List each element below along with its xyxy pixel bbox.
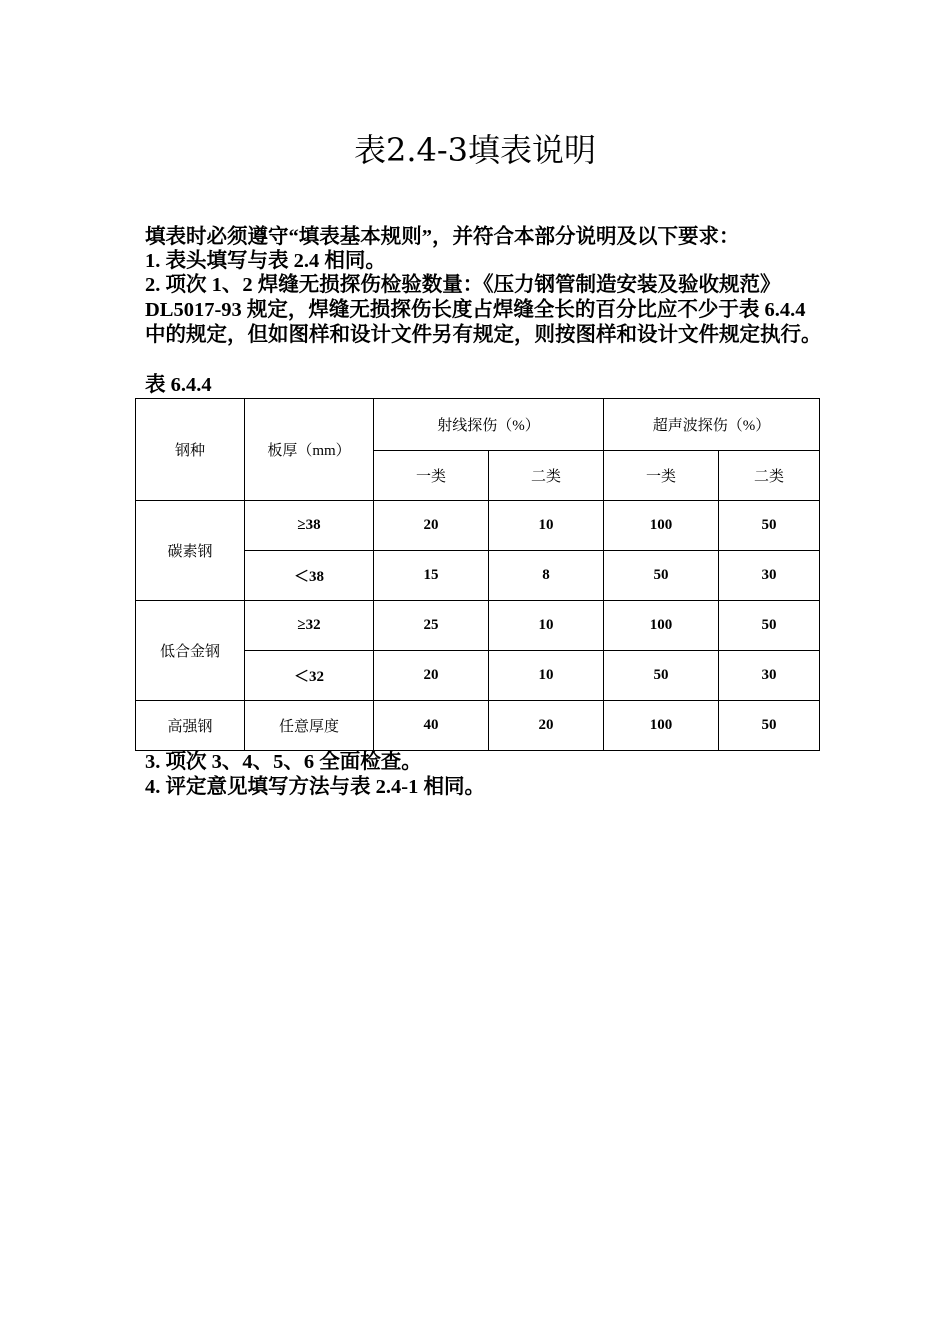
table-row: [136, 501, 820, 551]
value-cell: 20: [489, 701, 604, 751]
value-cell: 30: [719, 551, 820, 601]
header-ray-class2: 二类: [489, 451, 604, 501]
header-thickness: 板厚（mm）: [245, 399, 374, 501]
thickness-cell: ≥32: [245, 601, 374, 651]
instruction-item-3: 3. 项次 3、4、5、6 全面检查。: [145, 751, 422, 773]
value-cell: 10: [489, 651, 604, 701]
header-steel-type: 钢种: [136, 399, 245, 501]
value-cell: 50: [604, 651, 719, 701]
instruction-item-1: 1. 表头填写与表 2.4 相同。: [145, 250, 386, 272]
header-us-class2: 二类: [719, 451, 820, 501]
thickness-cell: ＜38: [245, 551, 374, 601]
value-cell: 10: [489, 601, 604, 651]
page-title: 表2.4-3填表说明: [353, 131, 597, 169]
steel-type-cell: 低合金钢: [136, 601, 245, 701]
table-label: 表 6.4.4: [145, 374, 212, 396]
value-cell: 50: [604, 551, 719, 601]
header-ultrasonic: 超声波探伤（%）: [604, 399, 820, 451]
thickness-cell: ＜32: [245, 651, 374, 701]
value-cell: 40: [374, 701, 489, 751]
steel-type-cell: 高强钢: [136, 701, 245, 751]
thickness-cell: ≥38: [245, 501, 374, 551]
value-cell: 100: [604, 501, 719, 551]
table-row: [136, 701, 820, 751]
value-cell: 30: [719, 651, 820, 701]
steel-type-cell: 碳素钢: [136, 501, 245, 601]
value-cell: 100: [604, 601, 719, 651]
value-cell: 20: [374, 651, 489, 701]
value-cell: 25: [374, 601, 489, 651]
value-cell: 50: [719, 501, 820, 551]
value-cell: 8: [489, 551, 604, 601]
value-cell: 50: [719, 601, 820, 651]
table-header-row: [136, 399, 820, 451]
value-cell: 50: [719, 701, 820, 751]
instruction-item-4: 4. 评定意见填写方法与表 2.4-1 相同。: [145, 776, 485, 798]
value-cell: 100: [604, 701, 719, 751]
value-cell: 15: [374, 551, 489, 601]
header-ray-class1: 一类: [374, 451, 489, 501]
intro-paragraph: 填表时必须遵守“填表基本规则”，并符合本部分说明及以下要求：: [145, 226, 740, 248]
value-cell: 10: [489, 501, 604, 551]
thickness-cell: 任意厚度: [245, 701, 374, 751]
instruction-item-2: 2. 项次 1、2 焊缝无损探伤检验数量：《压力钢管制造安装及验收规范》DL5017-93 规定，焊缝无损探伤长度占焊缝全长的百分比应不少于表 6.4.4 中的规定，但如图样和设计文件另有规定，则按图样和设计文件规定执行。: [145, 274, 822, 346]
inspection-percentage-table: [135, 398, 820, 751]
value-cell: 20: [374, 501, 489, 551]
table-row: [136, 601, 820, 651]
header-radiography: 射线探伤（%）: [374, 399, 604, 451]
header-us-class1: 一类: [604, 451, 719, 501]
